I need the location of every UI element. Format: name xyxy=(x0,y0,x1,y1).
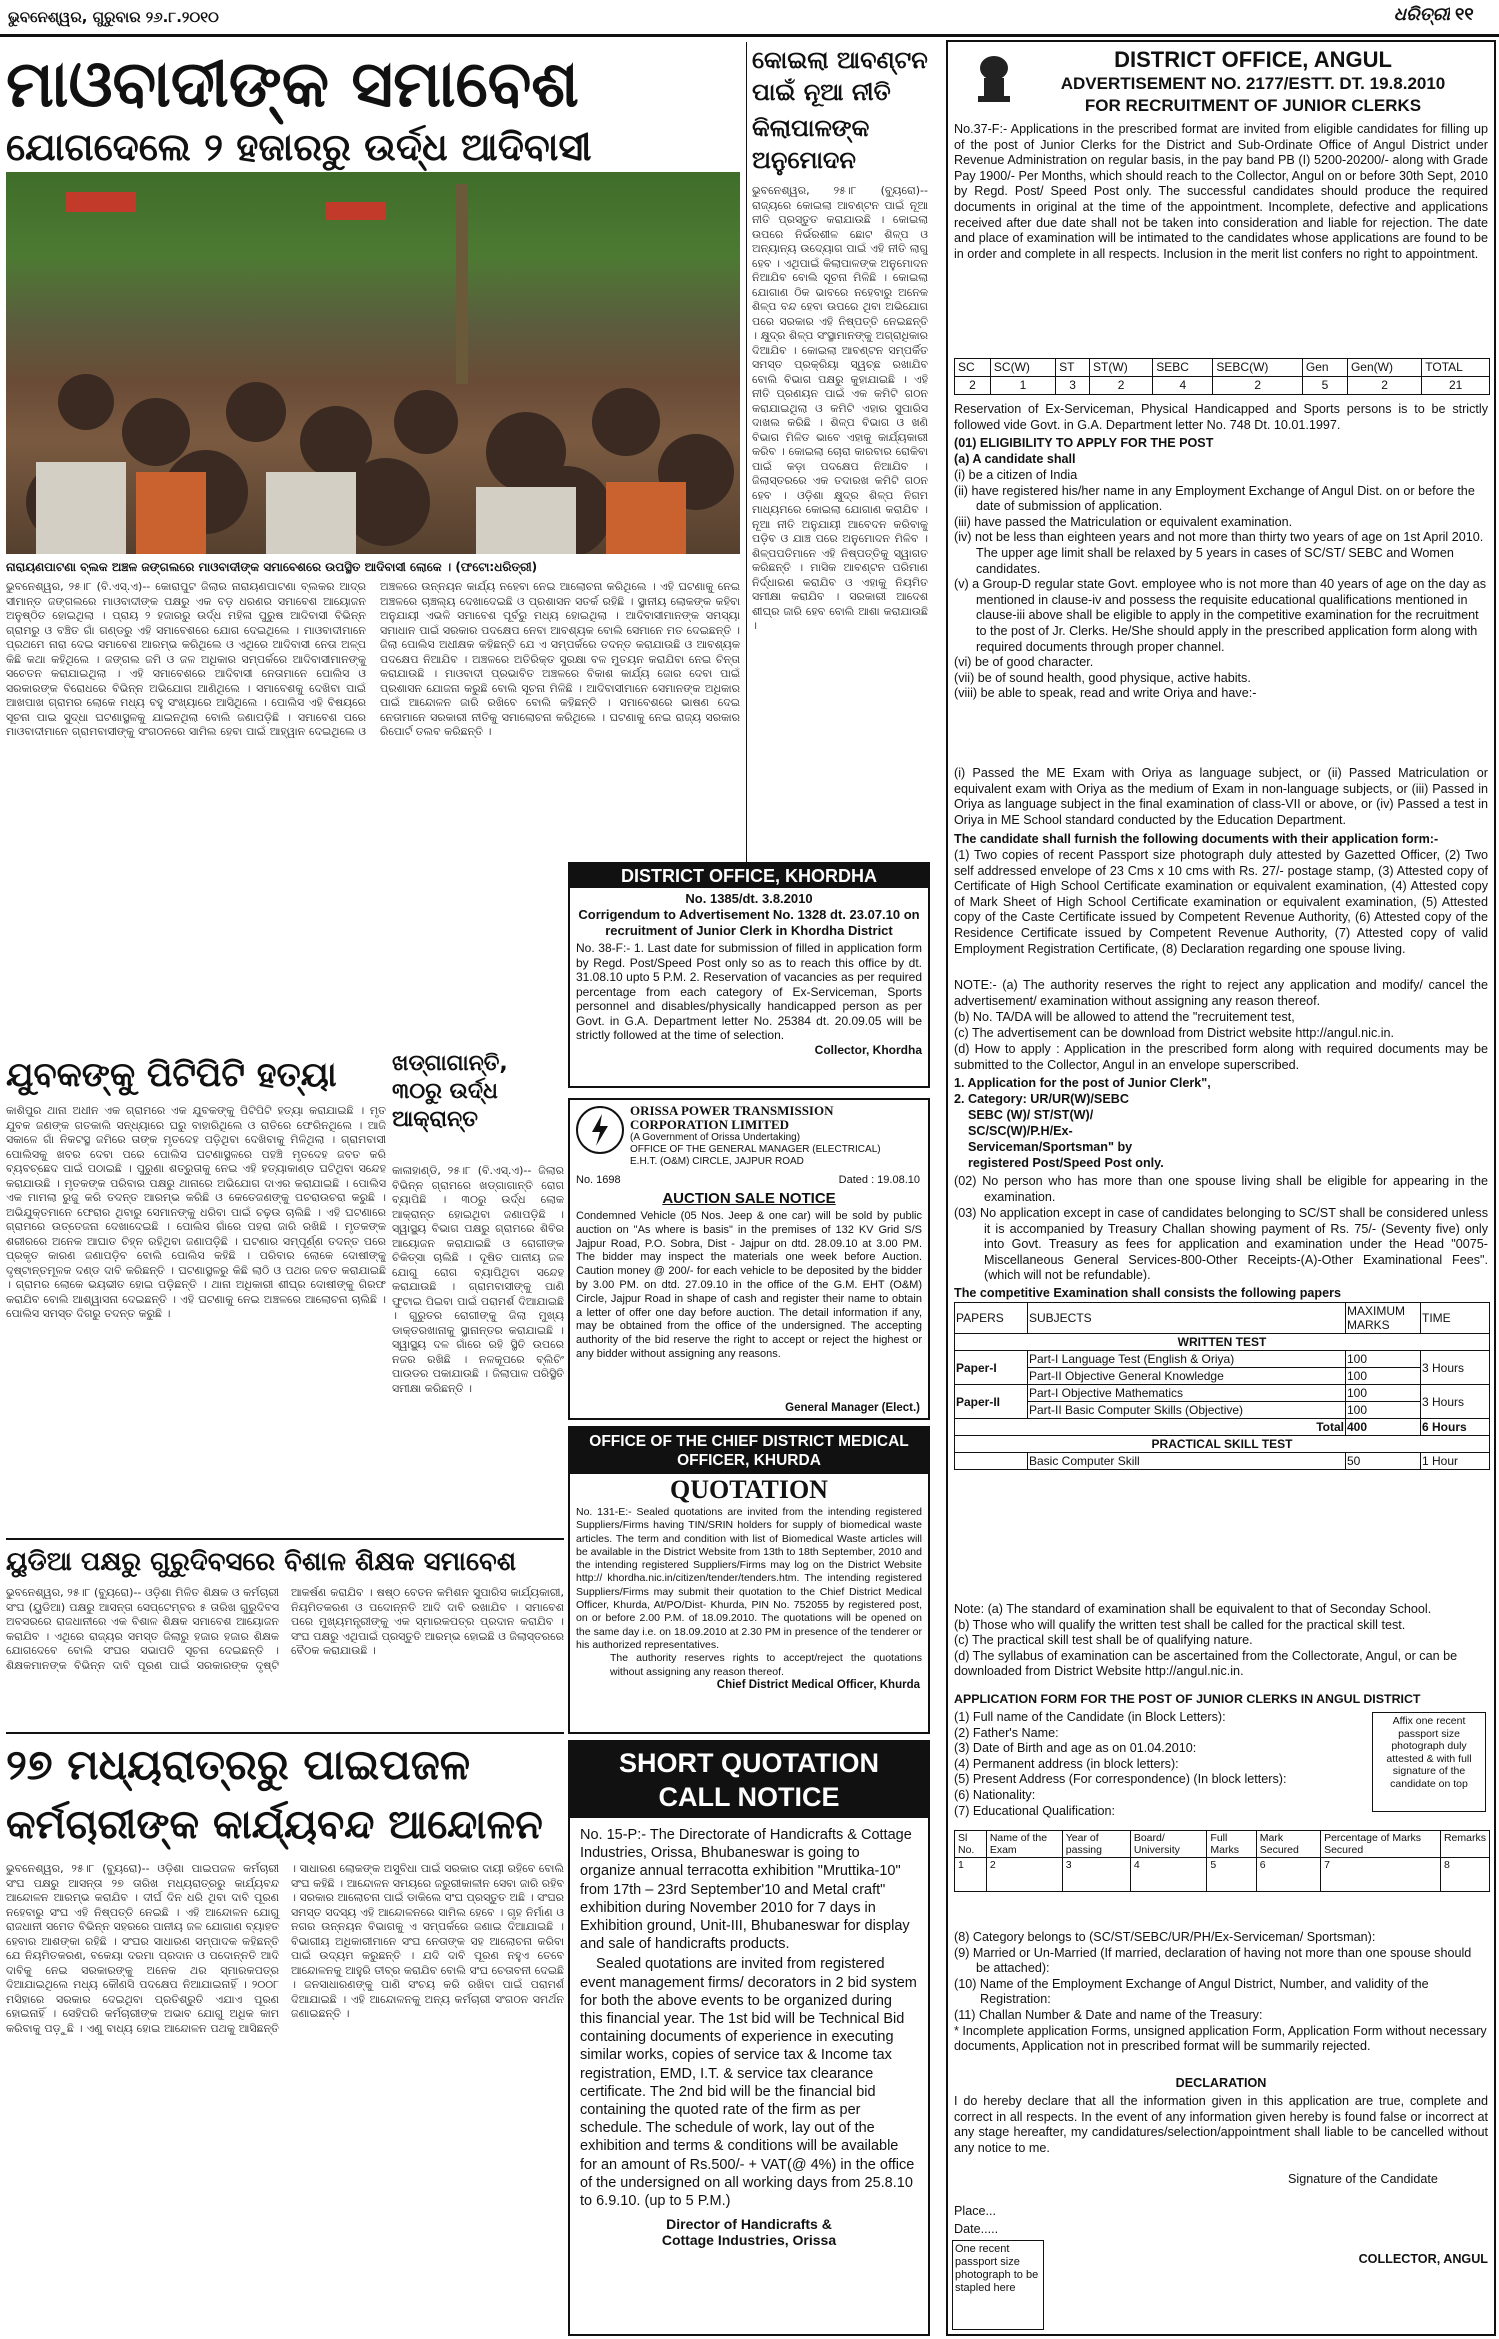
qualification-number: 3 xyxy=(1062,1858,1130,1892)
ad-cdmo xyxy=(568,1426,930,1734)
vacancy-header: ST xyxy=(1056,359,1090,377)
vacancy-header: Gen(W) xyxy=(1347,359,1421,377)
state-emblem-icon xyxy=(968,48,1020,108)
angul-note-b: (b) No. TA/DA will be allowed to attend the "recruitement test, xyxy=(954,1010,1295,1024)
header-rule xyxy=(0,34,1499,37)
vacancy-header: Gen xyxy=(1302,359,1347,377)
ad-handicraft xyxy=(568,1740,930,2336)
vacancy-header: TOTAL xyxy=(1422,359,1490,377)
exam-header: TIME xyxy=(1421,1303,1490,1334)
story2-headline: ଯୁବକଙ୍କୁ ପିଟିପିଟି ହତ୍ୟା xyxy=(6,1055,337,1095)
angul-intro: No.37-F:- Applications in the prescribed format are invited from eligible candidates for filling up of the post of Junior Clerks for the District and Sub-Ordinate Office of Angul District under Revenue Administration on regular basis, in the pay band PB (I) 5200-20200/- along with Grade Pay 1900/- Per Months, which should reach to the Collector, Angul on or before 30th Sept, 2010 by Regd. Post/ Speed Post only. The successful candidates should produce the required documents in original at the time of the appointment. Incomplete, defective and applications received after due date shall not be taken into consideration and liable for rejection. The date and place of examination will be intimated to the candidates whose applications are found to be in order and complete in all respects. Inclusion in the merit list confers no right to appointment. xyxy=(954,122,1488,261)
vacancy-value: 4 xyxy=(1153,377,1213,395)
eligibility-item: (v) a Group-D regular state Govt. employee who is not more than 40 years of age on the day as mentioned in clause-iv and possess the requisite educational qualifications mentioned in clause-iii above shall be eligible to apply in the competitive examination for the recruitment to the post of Jr. Clerks. He/She should apply in the prescribed application form along with required documents through proper channel. xyxy=(954,577,1487,654)
exam-header: PAPERS xyxy=(955,1303,1028,1334)
ad-handicraft-sign-line2: Cottage Industries, Orissa xyxy=(661,2232,837,2249)
lead-photo xyxy=(6,172,740,554)
vacancy-value: 21 xyxy=(1422,377,1490,395)
ad-cdmo-title: QUOTATION xyxy=(670,1475,828,1504)
ad-handicraft-title-line1: SHORT QUOTATION xyxy=(570,1742,928,1780)
exam-cell: 3 Hours xyxy=(1421,1351,1490,1385)
qualification-number: 8 xyxy=(1440,1858,1489,1892)
exam-header: MAXIMUM MARKS xyxy=(1346,1303,1421,1334)
practical-empty-cell xyxy=(955,1453,1028,1470)
note2-item: Note: (a) The standard of examination shall be equivalent to that of Seconday School. xyxy=(954,1602,1432,1616)
note2-item: (d) The syllabus of examination can be ascertained from the Collectorate, Angul, or can be downloaded from District Website http://angul.nic.in. xyxy=(954,1648,1458,1679)
exam-header: SUBJECTS xyxy=(1028,1303,1346,1334)
exam-cell: Part-II Basic Computer Skills (Objective) xyxy=(1028,1402,1346,1419)
angul-vacancy-table xyxy=(954,358,1490,395)
ad-optcl-dated: Dated : 19.08.10 xyxy=(838,1174,920,1186)
angul-note-d: (d) How to apply : Application in the prescribed form along with required documents may be submitted to the Collector, Angul in an envelope superscribed. xyxy=(954,1042,1488,1072)
angul-form-fields2 xyxy=(954,1930,1488,2055)
eligibility-item: (vi) be of good character. xyxy=(954,655,1094,670)
angul-point-03: (03) No application except in case of candidates belonging to SC/ST shall be considered unless it is accompanied by Treasury Challan showing payment of Rs. 75/- (Seventy five) only into Govt. Treasury as fees for application and examination under the Head "0075-Miscellaneous General Services-800-Other Receipts-(A)-Other Examinational Fees". (which will not be refundable). xyxy=(954,1206,1488,1283)
story4-top-rule xyxy=(6,1538,564,1540)
angul-purpose: FOR RECRUITMENT OF JUNIOR CLERKS xyxy=(1084,96,1422,115)
angul-eligibility-sub: (a) A candidate shall xyxy=(954,452,1076,466)
lead-photo-caption: ନାରାୟଣପାଟଣା ବ୍ଲକ ଅଞ୍ଚଳ ଜଙ୍ଗଲରେ ମାଓବାଦୀଙ୍କ ସମାବେଶରେ ଉପସ୍ଥିତ ଆଦିବାସୀ ଲୋକେ । (ଫଟୋ:ଧରିତ୍ରୀ) xyxy=(6,560,538,574)
vacancy-value: 2 xyxy=(1347,377,1421,395)
eligibility-item: (viii) be able to speak, read and write Oriya and have:- xyxy=(954,686,1257,701)
story5-body: ଭୁବନେଶ୍ୱର, ୨୫।୮ (ବ୍ୟୁରୋ)-- ଓଡ଼ିଶା ପାଇପଜଳ କର୍ମଚାରୀ ସଂଘ ପକ୍ଷରୁ ଆସନ୍ତା ୨୭ ତାରିଖ ମଧ୍ୟରାତ୍ରରୁ କାର୍ଯ୍ୟବନ୍ଦ ଆନ୍ଦୋଳନ ଆରମ୍ଭ କରାଯିବ । ଦୀର୍ଘ ଦିନ ଧରି ଥିବା ଦାବି ପୂରଣ ନହେବାରୁ ସଂଘ ଏହି ନିଷ୍ପତ୍ତି ନେଇଛି । ଏହି ଆନ୍ଦୋଳନ ଯୋଗୁ ରାଜଧାନୀ ସମେତ ବିଭିନ୍ନ ସହରରେ ପାନୀୟ ଜଳ ଯୋଗାଣ ବ୍ୟାହତ ହେବାର ଆଶଙ୍କା ରହିଛି । ସଂଘର ସାଧାରଣ ସମ୍ପାଦକ କହିଛନ୍ତି ଯେ ନିୟମିତକରଣ, ବକେୟା ଦରମା ପ୍ରଦାନ ଓ ପଦୋନ୍ନତି ଆଦି ଦାବିକୁ ନେଇ ସରକାରଙ୍କୁ ଅନେକ ଥର ସ୍ମାରକପତ୍ର ଦିଆଯାଇଥିଲେ ମଧ୍ୟ କୌଣସି ପଦକ୍ଷେପ ନିଆଯାଇନାହିଁ । ୨୦୦୮ ମସିହାରେ ସରକାର ଦେଇଥିବା ପ୍ରତିଶ୍ରୁତି ଏଯାଏ ପୂରଣ ହୋଇନାହିଁ । ସେହିପରି କର୍ମଚାରୀଙ୍କ ଅଭାବ ଯୋଗୁ ଅଧିକ କାମ କରିବାକୁ ପଡ଼ୁଛି । ଏଣୁ ବାଧ୍ୟ ହୋଇ ଆନ୍ଦୋଳନ ପଥକୁ ଆସିଛନ୍ତି । ସାଧାରଣ ଲୋକଙ୍କ ଅସୁବିଧା ପାଇଁ ସରକାର ଦାୟୀ ରହିବେ ବୋଲି ସଂଘ କହିଛି । ଆନ୍ଦୋଳନ ସମୟରେ ଜରୁରୀକାଳୀନ ସେବା ଜାରି ରହିବ । ସରକାର ଆଲୋଚନା ପାଇଁ ଡାକିଲେ ସଂଘ ପ୍ରସ୍ତୁତ ଅଛି । ସଂଘର ସମସ୍ତ ସଦସ୍ୟ ଏହି ଆନ୍ଦୋଳନରେ ସାମିଲ ହେବେ । ଗୃହ ନିର୍ମାଣ ଓ ନଗର ଉନ୍ନୟନ ବିଭାଗକୁ ଏ ସମ୍ପର୍କରେ ଜଣାଇ ଦିଆଯାଇଛି । ବିଭାଗୀୟ ଅଧିକାରୀମାନେ ସଂଘ ନେତାଙ୍କ ସହ ଆଲୋଚନା କରିବା ପାଇଁ ଉଦ୍ୟମ କରୁଛନ୍ତି । ଯଦି ଦାବି ପୂରଣ ନହୁଏ ତେବେ ଆନ୍ଦୋଳନକୁ ଆହୁରି ତୀବ୍ର କରାଯିବ ବୋଲି ସଂଘ ଚେତାବନୀ ଦେଇଛି । ଜନସାଧାରଣଙ୍କୁ ପାଣି ସଂଚୟ କରି ରଖିବା ପାଇଁ ପରାମର୍ଶ ଦିଆଯାଇଛି । ଏହି ଆନ୍ଦୋଳନକୁ ଅନ୍ୟ କର୍ମଚାରୀ ସଂଗଠନ ସମର୍ଥନ ଜଣାଇଛନ୍ତି । xyxy=(6,1862,564,2035)
crowd-photo-illustration xyxy=(6,172,740,554)
ad-khordha-sign: Collector, Khordha xyxy=(814,1042,922,1057)
angul-place: Place... xyxy=(954,2204,996,2218)
exam-cell: Paper-II xyxy=(955,1385,1028,1419)
angul-documents-title: The candidate shall furnish the following documents with their application form:- xyxy=(954,832,1439,846)
angul-photo-box2: One recent passport size photograph to be stapled here xyxy=(952,2240,1044,2330)
note2-item: (b) Those who will qualify the written test shall be called for the practical skill test. xyxy=(954,1617,1406,1632)
qualification-number: 4 xyxy=(1130,1858,1207,1892)
angul-qualification-table xyxy=(954,1830,1490,1892)
ad-angul xyxy=(946,40,1496,2336)
ad-cdmo-rights: The authority reserves rights to accept/reject the quotations without assigning any reason thereof. xyxy=(610,1652,922,1678)
lightning-icon xyxy=(578,1108,622,1152)
side-story-body: ଭୁବନେଶ୍ୱର, ୨୫।୮ (ବ୍ୟୁରୋ)-- ରାଜ୍ୟରେ କୋଇଲା ଆବଣ୍ଟନ ପାଇଁ ନୂଆ ନୀତି ପ୍ରସ୍ତୁତ କରାଯାଉଛି । କୋଇଲା ଉପରେ ନିର୍ଭରଶୀଳ ଛୋଟ ଶିଳ୍ପ ଓ ଅନ୍ୟାନ୍ୟ ଉଦ୍ୟୋଗ ପାଇଁ ଏହି ନୀତି ଲାଗୁ ହେବ । ଏଥିପାଇଁ କିଲାପାଳଙ୍କ ଅନୁମୋଦନ ନିଆଯିବ ବୋଲି ସୂଚନା ମିଳିଛି । କୋଇଲା ଯୋଗାଣ ଠିକ ଭାବରେ ନହେବାରୁ ଅନେକ ଶିଳ୍ପ ବନ୍ଦ ହେବା ଉପରେ ଥିବା ଅଭିଯୋଗ ପରେ ସରକାର ଏହି ନିଷ୍ପତ୍ତି ନେଇଛନ୍ତି । କ୍ଷୁଦ୍ର ଶିଳ୍ପ ସଂସ୍ଥାମାନଙ୍କୁ ଅଗ୍ରାଧିକାର ଦିଆଯିବ । କୋଇଲା ଆବଣ୍ଟନ ସମ୍ପର୍କିତ ସମସ୍ତ ପ୍ରକ୍ରିୟା ସ୍ୱଚ୍ଛ ରଖାଯିବ ବୋଲି ବିଭାଗ ପକ୍ଷରୁ କୁହାଯାଇଛି । ଏହି ନୀତି ପ୍ରଣୟନ ପାଇଁ ଏକ କମିଟି ଗଠନ କରାଯାଇଥିଲା ଓ କମିଟି ଏହାର ସୁପାରିସ ଦାଖଲ କରିଛି । ଶିଳ୍ପ ବିଭାଗ ଓ ଖଣି ବିଭାଗ ମିଳିତ ଭାବେ ଏହାକୁ କାର୍ଯ୍ୟକାରୀ କରିବ । କୋଇଲା ଚୋରା କାରବାର ରୋକିବା ପାଇଁ କଡ଼ା ପଦକ୍ଷେପ ନିଆଯିବ । ଜିଲାସ୍ତରରେ ଏକ ତଦାରଖ କମିଟି ଗଠନ ହେବ । ଓଡ଼ିଶା କ୍ଷୁଦ୍ର ଶିଳ୍ପ ନିଗମ ମାଧ୍ୟମରେ କୋଇଲା ଯୋଗାଣ କରାଯିବ । ନୂଆ ନୀତି ଅନୁଯାୟୀ ଆବେଦନ କରିବାକୁ ପଡ଼ିବ ଓ ଯାଞ୍ଚ ପରେ ଅନୁମୋଦନ ମିଳିବ । ଶିଳ୍ପପତିମାନେ ଏହି ନିଷ୍ପତ୍ତିକୁ ସ୍ୱାଗତ କରିଛନ୍ତି । ମାସିକ ଆବଣ୍ଟନ ପରିମାଣ ନିର୍ଦ୍ଧାରଣ କରାଯିବ ଓ ଏହାକୁ ନିୟମିତ ସମୀକ୍ଷା କରାଯିବ । ସରକାରୀ ଆଦେଶ ଶୀଘ୍ର ଜାରି ହେବ ବୋଲି ଆଶା କରାଯାଉଛି । xyxy=(752,184,928,632)
angul-photo-box: Affix one recent passport size photograph duly attested & with full signature of the candidate on top xyxy=(1372,1712,1486,1812)
practical-cell: Basic Computer Skill xyxy=(1028,1453,1346,1470)
form-field: (10) Name of the Employment Exchange of Angul District, Number, and validity of the Registration: xyxy=(954,1976,1429,2007)
paper-name: ଧରିତ୍ରୀ xyxy=(1393,4,1450,25)
story4-headline: ୟୁଡିଆ ପକ୍ଷରୁ ଗୁରୁଦିବସରେ ବିଶାଳ ଶିକ୍ଷକ ସମାବେଶ xyxy=(6,1547,517,1577)
ad-optcl-org-sub: (A Government of Orissa Undertaking) xyxy=(630,1132,801,1143)
form-field: (2) Father's Name: xyxy=(954,1725,1059,1740)
qualification-number: 1 xyxy=(955,1858,987,1892)
vacancy-header: SC(W) xyxy=(990,359,1055,377)
ad-optcl-org: ORISSA POWER TRANSMISSION CORPORATION LIMITED xyxy=(630,1103,834,1132)
story3-headline: ଖଡ୍ଗାଗାନ୍ତି, ୩୦ରୁ ଉର୍ଦ୍ଧ ଆକ୍ରାନ୍ତ xyxy=(392,1051,508,1132)
dateline: ଭୁବନେଶ୍ୱର, ଗୁରୁବାର ୨୬.୮.୨୦୧୦ xyxy=(8,8,219,26)
vacancy-header: ST(W) xyxy=(1090,359,1153,377)
lead-subhead: ଯୋଗଦେଲେ ୨ ହଜାରରୁ ଉର୍ଦ୍ଧ ଆଦିବାସୀ xyxy=(6,125,592,169)
side-story-headline: କୋଇଲା ଆବଣ୍ଟନ ପାଇଁ ନୂଆ ନୀତି xyxy=(752,46,928,106)
ad-optcl-no: No. 1698 xyxy=(576,1174,621,1186)
exam-cell: 100 xyxy=(1346,1368,1421,1385)
ad-optcl-title: AUCTION SALE NOTICE xyxy=(662,1190,836,1207)
angul-apply-2b: SEBC (W)/ ST/ST(W)/ xyxy=(968,1108,1094,1122)
qualification-header: Year of passing xyxy=(1062,1831,1130,1858)
eligibility-item: (i) be a citizen of India xyxy=(954,468,1078,482)
qualification-header: Percentage of Marks Secured xyxy=(1321,1831,1441,1858)
ad-optcl xyxy=(568,1098,930,1420)
exam-total-time: 6 Hours xyxy=(1421,1419,1490,1436)
angul-notes2 xyxy=(954,1602,1488,1680)
angul-eligibility-list xyxy=(954,468,1488,702)
angul-oriya-conditions: (i) Passed the ME Exam with Oriya as language subject, or (ii) Passed Matriculation or equivalent exam with Oriya as the medium of Exam in non-language subjects, or (iii) Passed in Oriya as language subject in the final examination of class-VII or above, or (iv) Passed a test in Oriya in ME School standard conducted by the Education Department. xyxy=(954,766,1488,827)
exam-cell: Part-I Language Test (English & Oriya) xyxy=(1028,1351,1346,1368)
vacancy-value: 3 xyxy=(1056,377,1090,395)
story5-top-rule xyxy=(6,1732,564,1734)
angul-documents: (1) Two copies of recent Passport size photograph duly attested by Gazetted Officer, (2) Two self addressed envelope of 23 Cms x 10 cms with Rs. 27/- postage stamp, (3) Attested copy of Certificate of High School Certificate examination or equivalent examination, (4) Attested copy of Mark Sheet of High School Certificate examination or equivalent examination, (5) Attested copy of the Caste Certificate issued by Competent Revenue Authority, (6) Attested copy of the Residence Certificate issued by Competent Revenue Authority, (7) Attested copy of valid Employment Registration Certificate, (8) Declaration regarding one spouse living. xyxy=(954,848,1488,956)
story4-body: ଭୁବନେଶ୍ୱର, ୨୫।୮ (ବ୍ୟୁରୋ)-- ଓଡ଼ିଶା ମିଳିତ ଶିକ୍ଷକ ଓ କର୍ମଚାରୀ ସଂଘ (ୟୁଡିଆ) ପକ୍ଷରୁ ଆସନ୍ତା ସେପ୍ଟେମ୍ବର ୫ ତାରିଖ ଗୁରୁଦିବସ ଅବସରରେ ରାଜଧାନୀରେ ଏକ ବିଶାଳ ଶିକ୍ଷକ ସମାବେଶ ଆୟୋଜନ କରାଯିବ । ଏଥିରେ ରାଜ୍ୟର ସମସ୍ତ ଜିଲାରୁ ହଜାର ହଜାର ଶିକ୍ଷକ ଯୋଗଦେବେ ବୋଲି ସଂଘର ସଭାପତି ସୂଚନା ଦେଇଛନ୍ତି । ଶିକ୍ଷକମାନଙ୍କ ବିଭିନ୍ନ ଦାବି ପୂରଣ ପାଇଁ ସରକାରଙ୍କ ଦୃଷ୍ଟି ଆକର୍ଷଣ କରାଯିବ । ଷଷ୍ଠ ବେତନ କମିଶନ ସୁପାରିସ କାର୍ଯ୍ୟକାରୀ, ନିୟମିତକରଣ ଓ ପଦୋନ୍ନତି ଆଦି ଦାବି ରଖାଯିବ । ସମାବେଶ ପରେ ମୁଖ୍ୟମନ୍ତ୍ରୀଙ୍କୁ ଏକ ସ୍ମାରକପତ୍ର ପ୍ରଦାନ କରାଯିବ । ସଂଘ ପକ୍ଷରୁ ଏଥିପାଇଁ ପ୍ରସ୍ତୁତି ଆରମ୍ଭ ହୋଇଛି ଓ ଜିଲାସ୍ତରରେ ବୈଠକ କରାଯାଉଛି । xyxy=(6,1586,564,1672)
form-field: (9) Married or Un-Married (If married, declaration of having not more than one spouse should be attached): xyxy=(954,1945,1472,1976)
ad-khordha xyxy=(568,862,930,1088)
ad-cdmo-body: No. 131-E:- Sealed quotations are invited from the intending registered Suppliers/Firms having TIN/SRIN holders for supply of biomedical waste articles. The term and condition with list of Biomedical Waste articles will be available in the District Website from 13th to 18th September, 2010 and the intending registered Suppliers/Firms may log on the District Website http:// khordha.nic.in/citizen/tender/tenders.htm. The intending registered Suppliers/Firms may submit their quotation to the Chief District Medical Officer, Khurda, At/PO/Dist- Khurda, PIN No. 752055 by registered post, on or before 2.00 P.M. of 18.09.2010. The quotations will be opened on the same day i.e. on 18.09.2010 at 2.30 PM in presence of the tenderer or his authorized representatives. xyxy=(576,1506,922,1651)
angul-form-title: APPLICATION FORM FOR THE POST OF JUNIOR CLERKS IN ANGUL DISTRICT xyxy=(954,1692,1421,1706)
angul-emblem-icon xyxy=(968,48,1020,108)
angul-exam-title: The competitive Examination shall consists the following papers xyxy=(954,1286,1341,1300)
ad-handicraft-sign-line1: Director of Handicrafts & xyxy=(666,2216,832,2233)
qualification-number: 2 xyxy=(986,1858,1062,1892)
exam-cell: Part-II Objective General Knowledge xyxy=(1028,1368,1346,1385)
form-field: (11) Challan Number & Date and name of the Treasury: xyxy=(954,2007,1263,2022)
side-story-divider xyxy=(746,42,747,862)
qualification-header: Board/ University xyxy=(1130,1831,1207,1858)
angul-exam-table xyxy=(954,1302,1490,1470)
side-story-subhead: କିଲାପାଳଙ୍କ ଅନୁମୋଦନ xyxy=(752,114,870,174)
qualification-header: Mark Secured xyxy=(1256,1831,1320,1858)
angul-declaration-title: DECLARATION xyxy=(1175,2076,1267,2090)
practical-cell: 50 xyxy=(1346,1453,1421,1470)
form-field: (8) Category belongs to (SC/ST/SEBC/UR/PH/Ex-Serviceman/ Sportsman): xyxy=(954,1930,1376,1944)
form-field: (6) Nationality: xyxy=(954,1787,1036,1802)
angul-declaration: I do hereby declare that all the information given in this application are true, complete and correct in all respects. In the event of any information given hereby is found false or incorrect at any stage hereafter, my candidatures/selection/appointment shall liable to be cancelled without any notice to me. xyxy=(954,2094,1488,2155)
eligibility-item: (iii) have passed the Matriculation or equivalent examination. xyxy=(954,514,1293,529)
eligibility-item: (iv) not be less than eighteen years and not more than thirty two years of age on 1st April 2010. The upper age limit shall be relaxed by 5 years in cases of SC/ST/ SEBC and Women candidates. xyxy=(954,530,1484,576)
ad-handicraft-para2: Sealed quotations are invited from registered event management firms/ decorators in 2 bid system for both the above events to be organized during this financial year. The 1st bid will be Technical Bid containing documents of experience in executing similar works, copies of service tax & Income tax registration, EMD, I.T. & service tax clearance certificate. The 2nd bid will be the financial bid containing the quoted rate of the firm as per schedule. The schedule of work, lay out of the exhibition and terms & conditions will be available for an amount of Rs.500/- + VAT(@ 4%) in the office of the undersigned on all working days from 25.8.10 to 6.9.10. (up to 5 P.M.) xyxy=(580,1956,917,2210)
ad-optcl-body: Condemned Vehicle (05 Nos. Jeep & one car) will be sold by public auction on "As where is basis" in the premises of 132 KV Grid S/S Jajpur Road, P.O. Sobra, Dist - Jajpur on dtd. 28.09.10 at 3.00 PM. The bidder may inspect the materials one week before Auction. Caution money @ 200/- for each vehicle to be deposited by the bidder by 3.00 PM. on dtd. 27.09.10 in the office of the G.M. EHT (O&M) Circle, Jajpur Road in shape of cash and register their name to obtain a letter of offer one day before auction. The detail information if any, may be obtained from the office of the undersigned. The accepting authority of the bid reserve the right to accept or reject the highest or any bidder without assigning any reasons. xyxy=(576,1210,922,1360)
ad-khordha-body: No. 38-F:- 1. Last date for submission of filled in application form by Regd. Post/Speed Post only so as to reach this office by dt. 31.08.10 upto 5 P.M. 2. Reservation of vacancies as per required percentage from each category of Ex-Serviceman, Sports personnel and disables/physically handicapped person as per Govt. in G.A. Department letter No. 25384 dt. 20.09.05 will be strictly followed at the time of selection. xyxy=(576,941,922,1042)
vacancy-header: SC xyxy=(955,359,991,377)
angul-date: Date..... xyxy=(954,2222,999,2236)
form-field: (1) Full name of the Candidate (in Block Letters): xyxy=(954,1710,1226,1724)
exam-cell: Paper-I xyxy=(955,1351,1028,1385)
exam-cell: 100 xyxy=(1346,1402,1421,1419)
angul-adv-no: ADVERTISEMENT NO. 2177/ESTT. DT. 19.8.2010 xyxy=(1060,74,1446,93)
ad-optcl-address: E.H.T. (O&M) CIRCLE, JAJPUR ROAD xyxy=(630,1156,804,1167)
qualification-header: Full Marks xyxy=(1207,1831,1256,1858)
vacancy-header: SEBC(W) xyxy=(1213,359,1303,377)
ad-optcl-sign: General Manager (Elect.) xyxy=(785,1402,920,1414)
qualification-number: 5 xyxy=(1207,1858,1256,1892)
qualification-header: Remarks xyxy=(1440,1831,1489,1858)
vacancy-value: 2 xyxy=(1090,377,1153,395)
eligibility-item: (vii) be of sound health, good physique, active habits. xyxy=(954,670,1251,685)
written-test-label: WRITTEN TEST xyxy=(955,1334,1490,1351)
optcl-logo-icon xyxy=(576,1106,624,1154)
vacancy-value: 5 xyxy=(1302,377,1347,395)
angul-apply-2e: registered Post/Speed Post only. xyxy=(968,1156,1164,1170)
angul-eligibility-title: (01) ELIGIBILITY TO APPLY FOR THE POST xyxy=(954,436,1214,450)
qualification-header: Name of the Exam xyxy=(986,1831,1062,1858)
qualification-header: Sl No. xyxy=(955,1831,987,1858)
exam-cell: 100 xyxy=(1346,1351,1421,1368)
page-number: ୧୧ xyxy=(1455,4,1474,25)
angul-apply-1: 1. Application for the post of Junior Clerk", xyxy=(954,1076,1211,1090)
angul-office: DISTRICT OFFICE, ANGUL xyxy=(1114,47,1392,72)
vacancy-header: SEBC xyxy=(1153,359,1213,377)
story5-headline-line1: ୨୭ ମଧ୍ୟରାତ୍ରରୁ ପାଇପଜଳ xyxy=(6,1740,471,1789)
story3-body: କାଳାହାଣ୍ଡି, ୨୫।୮ (ବି.ଏସ୍.ଏ)-- ଜିଲାର ବିଭିନ୍ନ ଗ୍ରାମରେ ଖଡ୍ଗାଗାନ୍ତି ରୋଗ ବ୍ୟାପିଛି । ୩୦ରୁ ଉର୍ଦ୍ଧ ଲୋକ ଆକ୍ରାନ୍ତ ହୋଇଥିବା ଜଣାପଡ଼ିଛି । ସ୍ୱାସ୍ଥ୍ୟ ବିଭାଗ ପକ୍ଷରୁ ଗ୍ରାମରେ ଶିବିର ଆୟୋଜନ କରାଯାଇଛି ଓ ରୋଗୀଙ୍କ ଚିକିତ୍ସା ଚାଲିଛି । ଦୂଷିତ ପାନୀୟ ଜଳ ଯୋଗୁ ରୋଗ ବ୍ୟାପିଥିବା ସନ୍ଦେହ କରାଯାଉଛି । ଗ୍ରାମବାସୀଙ୍କୁ ପାଣି ଫୁଟାଇ ପିଇବା ପାଇଁ ପରାମର୍ଶ ଦିଆଯାଇଛି । ଗୁରୁତର ରୋଗୀଙ୍କୁ ଜିଲା ମୁଖ୍ୟ ଡାକ୍ତରଖାନାକୁ ସ୍ଥାନାନ୍ତର କରାଯାଇଛି । ସ୍ୱାସ୍ଥ୍ୟ ଦଳ ଗାଁରେ ରହି ସ୍ଥିତି ଉପରେ ନଜର ରଖିଛି । ନଳକୂପରେ ବ୍ଲିଚିଂ ପାଉଡର ପକାଯାଉଛି । ଜିଲାପାଳ ପରିସ୍ଥିତି ସମୀକ୍ଷା କରିଛନ୍ତି । xyxy=(392,1164,564,1395)
exam-total-marks: 400 xyxy=(1346,1419,1421,1436)
ad-handicraft-title-line2: CALL NOTICE xyxy=(570,1780,928,1818)
ad-khordha-no: No. 1385/dt. 3.8.2010 xyxy=(685,891,813,906)
angul-sign-candidate: Signature of the Candidate xyxy=(1288,2172,1438,2186)
angul-note-a: NOTE:- (a) The authority reserves the right to reject any application and modify/ cancel the advertisement/ examination without assigning any reason thereof. xyxy=(954,978,1488,1008)
qualification-number: 6 xyxy=(1256,1858,1320,1892)
ad-optcl-office: OFFICE OF THE GENERAL MANAGER (ELECTRICAL) xyxy=(630,1144,881,1155)
ad-cdmo-office: OFFICE OF THE CHIEF DISTRICT MEDICAL OFFICER, KHURDA xyxy=(570,1428,928,1474)
form-field: (7) Educational Qualification: xyxy=(954,1803,1116,1818)
angul-collector-sign: COLLECTOR, ANGUL xyxy=(1358,2252,1488,2266)
ad-handicraft-para1: No. 15-P:- The Directorate of Handicrafts & Cottage Industries, Orissa, Bhubaneswar is going to organize annual terracotta exhibition "Mruttika-10" from 17th – 23rd September'10 and Metal craft" exhibition during November 2010 for 7 days in Exhibition ground, Unit-III, Bhubaneswar for display and sale of handicrafts products. xyxy=(580,1827,912,1953)
form-field: * Incomplete application Forms, unsigned application Form, Application Form without necessary documents, Application not in prescribed format will be summarily rejected. xyxy=(954,2023,1487,2054)
angul-reservation: Reservation of Ex-Serviceman, Physical Handicapped and Sports persons is to be strictly followed vide Govt. in G.A. Department letter No. 748 Dt. 10.01.1997. xyxy=(954,402,1488,432)
angul-apply-2c: SC/SC(W)/P.H/Ex- xyxy=(968,1124,1073,1138)
angul-point-02: (02) No person who has more than one spouse living shall be eligible for appearing in the examination. xyxy=(954,1174,1488,1204)
exam-cell: 3 Hours xyxy=(1421,1385,1490,1419)
ad-cdmo-sign: Chief District Medical Officer, Khurda xyxy=(716,1678,920,1691)
vacancy-value: 2 xyxy=(1213,377,1303,395)
lead-body: ଭୁବନେଶ୍ୱର, ୨୫।୮ (ବି.ଏସ୍.ଏ)-- କୋରାପୁଟ ଜିଲାର ନାରାୟଣପାଟଣା ବ୍ଲକର ଆଦ୍ର ସୀମାନ୍ତ ଜଙ୍ଗଲରେ ମାଓବାଦୀଙ୍କ ପକ୍ଷରୁ ଏକ ବଡ଼ ଧରଣର ସମାବେଶ ଆୟୋଜନ ଅନୁଷ୍ଠିତ ହୋଇଥିଲା । ପ୍ରାୟ ୨ ହଜାରରୁ ଉର୍ଦ୍ଧ ମହିଳା ପୁରୁଷ ଆଦିବାସୀ ବିଭିନ୍ନ ଗ୍ରାମରୁ ଓ ବଞ୍ଚିତ ଗାଁ ଗଣ୍ଡରୁ ଏହି ସମାବେଶରେ ଯୋଗ ଦେଇଥିଲେ । ମାଓବାଦୀମାନେ ପ୍ରଥମେ ନାରା ଦେଇ ସମାବେଶ ଆରମ୍ଭ କରିଥିଲେ ଓ ଏଥିରେ ଆଦିବାସୀ ନେତା ଅଳ୍ପ କିଛି କଥା କହିଥିଲେ । ଜଙ୍ଗଲ ଜମି ଓ ଜଳ ଅଧିକାର ସମ୍ପର୍କରେ ଆଦିବାସୀମାନଙ୍କୁ ସଚେତନ କରାଯାଇଥିଲା । ଏହି ସମାବେଶରେ ଆଦିବାସୀ ନେତାମାନେ ପୋଲିସ ଓ ସରକାରଙ୍କ ବିରୋଧରେ ବିଭିନ୍ନ ଅଭିଯୋଗ ଆଣିଥିଲେ । ସମାବେଶକୁ ଦେଖିବା ପାଇଁ ଆଖପାଖ ଗ୍ରାମର ଲୋକେ ମଧ୍ୟ ବହୁ ସଂଖ୍ୟାରେ ଆସିଥିଲେ । ପୋଲିସ ଏହି ବିଷୟରେ ସୂଚନା ପାଇ ସୁଦ୍ଧା ଘଟଣାସ୍ଥଳକୁ ଯାଇନଥିଲା ବୋଲି ଜଣାପଡ଼ିଛି । ସମାବେଶ ପରେ ମାଓବାଦୀମାନେ ଗ୍ରାମବାସୀଙ୍କୁ ସଂଗଠନରେ ସାମିଲ ହେବା ପାଇଁ ଆହ୍ୱାନ ଦେଇଥିଲେ ଓ ଅଞ୍ଚଳରେ ଉନ୍ନୟନ କାର୍ଯ୍ୟ ନହେବା ନେଇ ଆଲୋଚନା କରିଥିଲେ । ଏହି ଘଟଣାକୁ ନେଇ ଅଞ୍ଚଳରେ ଚାଞ୍ଚଲ୍ୟ ଦେଖାଦେଇଛି ଓ ପ୍ରଶାସନ ସତର୍କ ରହିଛି । ସ୍ଥାନୀୟ ଲୋକଙ୍କ କହିବା ଅନୁଯାୟୀ ଏଭଳି ସମାବେଶ ପୂର୍ବରୁ ମଧ୍ୟ ହୋଇଥିଲା । ଆଦିବାସୀମାନଙ୍କ ସମସ୍ୟା ସମାଧାନ ପାଇଁ ସରକାର ପଦକ୍ଷେପ ନେବା ଆବଶ୍ୟକ ବୋଲି ସେମାନେ ମତ ଦେଇଛନ୍ତି । ଜିଲା ପୋଲିସ ଅଧୀକ୍ଷକ କହିଛନ୍ତି ଯେ ଏ ସମ୍ପର୍କରେ ତଦନ୍ତ କରାଯାଉଛି ଓ ଆବଶ୍ୟକ ପଦକ୍ଷେପ ନିଆଯିବ । ଅଞ୍ଚଳରେ ଅତିରିକ୍ତ ସୁରକ୍ଷା ବଳ ମୁତୟନ କରାଯିବା ନେଇ ଚିନ୍ତା କରାଯାଉଛି । ମାଓବାଦୀ ପ୍ରଭାବିତ ଅଞ୍ଚଳରେ ବିକାଶ କାର୍ଯ୍ୟ ଜୋର ଦେବା ପାଇଁ ପ୍ରଶାସନ ଯୋଜନା କରୁଛି ବୋଲି ସୂଚନା ମିଳିଛି । ଆଦିବାସୀମାନେ ସେମାନଙ୍କ ଅଧିକାର ପାଇଁ ଆନ୍ଦୋଳନ ଜାରି ରଖିବେ ବୋଲି କହିଛନ୍ତି । ସମାବେଶରେ ଭାଷଣ ଦେଇ ନେତାମାନେ ସରକାରୀ ନୀତିକୁ ସମାଲୋଚନା କରିଥିଲେ । ଘଟଣାକୁ ନେଇ ରାଜ୍ୟ ସରକାର ରିପୋର୍ଟ ତଲବ କରିଛନ୍ତି । xyxy=(6,580,740,738)
vacancy-value: 1 xyxy=(990,377,1055,395)
form-field: (3) Date of Birth and age as on 01.04.2010: xyxy=(954,1741,1197,1756)
story2-body: କାଶିପୁର ଥାନା ଅଧୀନ ଏକ ଗ୍ରାମରେ ଏକ ଯୁବକଙ୍କୁ ପିଟିପିଟି ହତ୍ୟା କରାଯାଇଛି । ମୃତ ଯୁବକ ଜଣଙ୍କ ଗତକାଲି ସନ୍ଧ୍ୟାରେ ଘରୁ ବାହାରିଥିଲେ ଓ ରାତିରେ ଫେରିନଥିଲେ । ଆଜି ସକାଳେ ଗାଁ ନିକଟସ୍ଥ ଜମିରେ ତାଙ୍କ ମୃତଦେହ ପଡ଼ିଥିବା ଦେଖିବାକୁ ମିଳିଥିଲା । ଗ୍ରାମବାସୀ ପୋଲିସକୁ ଖବର ଦେବା ପରେ ପୋଲିସ ଘଟଣାସ୍ଥଳରେ ପହଞ୍ଚି ମୃତଦେହ ଜବତ କରି ବ୍ୟବଚ୍ଛେଦ ପାଇଁ ପଠାଇଛି । ପୁରୁଣା ଶତ୍ରୁତାକୁ ନେଇ ଏହି ହତ୍ୟାକାଣ୍ଡ ଘଟିଥିବା ସନ୍ଦେହ କରାଯାଉଛି । ମୃତକଙ୍କ ପରିବାର ପକ୍ଷରୁ ଥାନାରେ ଅଭିଯୋଗ ଦାଏର କରାଯାଇଛି । ପୋଲିସ ଏକ ମାମଲା ରୁଜୁ କରି ତଦନ୍ତ ଆରମ୍ଭ କରିଛି ଓ କେତେଜଣଙ୍କୁ ପଚରାଉଚରା କରୁଛି । ଅଭିଯୁକ୍ତମାନେ ଫେରାର ଥିବାରୁ ସେମାନଙ୍କୁ ଧରିବା ପାଇଁ ଚଢ଼ଉ ଚାଲିଛି । ଏହି ଘଟଣାରେ ଗ୍ରାମରେ ଉତ୍ତେଜନା ଦେଖାଦେଇଛି । ପୋଲିସ ଗାଁରେ ପହରା ଜାରି ରଖିଛି । ମୃତକଙ୍କ ଶରୀରରେ ଅନେକ ଆଘାତ ଚିହ୍ନ ରହିଥିବା ଜଣାପଡ଼ିଛି । ଘଟଣାର ସମ୍ପୂର୍ଣ୍ଣ ତଦନ୍ତ ପରେ ପ୍ରକୃତ କାରଣ ଜଣାପଡ଼ିବ ବୋଲି ପୋଲିସ କହିଛି । ପରିବାର ଲୋକେ ଦୋଷୀଙ୍କୁ ଦୃଷ୍ଟାନ୍ତମୂଳକ ଦଣ୍ଡ ଦାବି କରିଛନ୍ତି । ଘଟଣାସ୍ଥଳରୁ କିଛି ଲାଠି ଓ ପଥର ଜବତ କରାଯାଇଛି । ଗ୍ରାମର ଲୋକେ ଭୟଭୀତ ହୋଇ ପଡ଼ିଛନ୍ତି । ଥାନା ଅଧିକାରୀ ଶୀଘ୍ର ଦୋଷୀଙ୍କୁ ଗିରଫ କରାଯିବ ବୋଲି ଆଶ୍ୱାସନା ଦେଇଛନ୍ତି । ଏହି ଘଟଣାକୁ ନେଇ ଅଞ୍ଚଳରେ ଆଲୋଚନା ଚାଲିଛି । ପୋଲିସ ସମସ୍ତ ଦିଗରୁ ତଦନ୍ତ କରୁଛି । xyxy=(6,1104,386,1320)
ad-khordha-title: DISTRICT OFFICE, KHORDHA xyxy=(570,864,928,888)
vacancy-value: 2 xyxy=(955,377,991,395)
qualification-number: 7 xyxy=(1321,1858,1441,1892)
exam-total-label: Total xyxy=(955,1419,1346,1436)
exam-cell: 100 xyxy=(1346,1385,1421,1402)
angul-form-fields xyxy=(954,1710,1354,1819)
form-field: (5) Present Address (For correspondence) (In block letters): xyxy=(954,1772,1287,1787)
angul-apply-2d: Serviceman/Sportsman" by xyxy=(968,1140,1133,1154)
angul-apply-2: 2. Category: UR/UR(W)/SEBC xyxy=(954,1092,1129,1106)
ad-khordha-corrigendum: Corrigendum to Advertisement No. 1328 dt. 23.07.10 on recruitment of Junior Clerk in Khordha District xyxy=(578,907,920,938)
form-field: (4) Permanent address (in block letters): xyxy=(954,1756,1179,1771)
practical-cell: 1 Hour xyxy=(1421,1453,1490,1470)
exam-cell: Part-I Objective Mathematics xyxy=(1028,1385,1346,1402)
angul-note-c: (c) The advertisement can be download from District website http://angul.nic.in. xyxy=(954,1026,1395,1040)
lead-headline: ମାଓବାଦୀଙ୍କ ସମାବେଶ xyxy=(6,48,579,122)
note2-item: (c) The practical skill test shall be of qualifying nature. xyxy=(954,1633,1253,1648)
practical-test-label: PRACTICAL SKILL TEST xyxy=(955,1436,1490,1453)
eligibility-item: (ii) have registered his/her name in any Employment Exchange of Angul Dist. on or before the date of submission of application. xyxy=(954,483,1475,514)
story5-headline-line2: କର୍ମଚାରୀଙ୍କ କାର୍ଯ୍ୟବନ୍ଦ ଆନ୍ଦୋଳନ xyxy=(6,1802,543,1848)
